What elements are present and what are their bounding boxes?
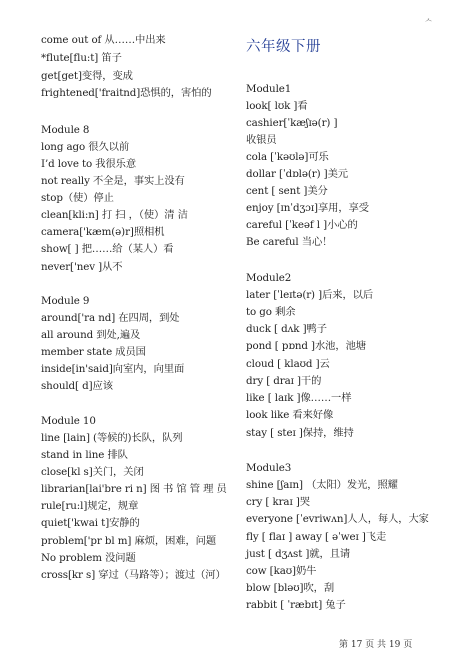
left-line: never['nev ]从不 <box>41 261 123 273</box>
right-line: shine [ʃaɪn] （太阳）发光，照耀 <box>246 479 398 491</box>
right-line: stay [ steɪ ]保持，维持 <box>246 427 354 439</box>
left-line: frightened['fraitnd]恐惧的，害怕的 <box>41 87 212 99</box>
left-line: inside[in'said]向室内，向里面 <box>41 363 185 375</box>
module-heading: Module3 <box>246 462 292 474</box>
left-line: problem['pr bl m] 麻烦，困难，问题 <box>41 535 217 547</box>
right-line: duck [ dʌk ]鸭子 <box>246 323 327 335</box>
left-line: No problem 没问题 <box>41 552 136 564</box>
corner-mark: ᄉ <box>424 19 433 29</box>
module-heading: Module 9 <box>41 295 90 307</box>
module-heading: Module2 <box>246 272 292 284</box>
left-line: close[kl s]关门，关闭 <box>41 466 144 478</box>
left-line: librarian[lai'bre ri n] 图 书 馆 管 理 员 <box>41 483 227 495</box>
left-line: line [lain] (等候的)长队，队列 <box>41 432 183 444</box>
page-footer: 第 17 页 共 19 页 <box>339 640 413 650</box>
right-line: 收银员 <box>246 134 277 146</box>
right-line: Be careful 当心！ <box>246 236 333 248</box>
right-line: rabbit [ ˈræbɪt] 兔子 <box>246 599 346 611</box>
right-line: cry [ kraɪ ]哭 <box>246 496 310 508</box>
left-line: show[ ] 把……给（某人）看 <box>41 243 174 255</box>
module-heading: Module1 <box>246 83 292 95</box>
right-line: fly [ flaɪ ] away [ əˈweɪ ]飞走 <box>246 531 387 543</box>
module-heading: Module 10 <box>41 415 96 427</box>
left-line: get[get]变得，变成 <box>41 70 133 82</box>
right-line: enjoy [ɪnˈdʒɔɪ]享用，享受 <box>246 202 369 214</box>
left-line: around['ra nd] 在四周，到处 <box>41 312 180 324</box>
left-line: member state 成员国 <box>41 346 146 358</box>
right-line: cola [ˈkəʊlə]可乐 <box>246 151 329 163</box>
module-heading: Module 8 <box>41 124 90 136</box>
left-line: not really 不全是，事实上没有 <box>41 175 185 187</box>
left-line: come out of 从……中出来 <box>41 34 166 46</box>
right-line: cashier[ˈkæʃɪə(r) ] <box>246 117 338 129</box>
right-line: like [ laɪk ]像……一样 <box>246 392 352 404</box>
left-line: long ago 很久以前 <box>41 141 130 153</box>
right-line: pond [ pɒnd ]水池，池塘 <box>246 340 366 352</box>
right-line: look like 看来好像 <box>246 409 334 421</box>
right-line: just [ dʒʌst ]就，且请 <box>246 548 351 560</box>
left-line: clean[kli:n] 打 扫 ，（使）清 洁 <box>41 209 188 221</box>
left-line: I’d love to 我很乐意 <box>41 158 137 170</box>
left-line: all around 到处,遍及 <box>41 329 141 341</box>
right-line: careful [ˈkeəf l ]小心的 <box>246 219 358 231</box>
right-line: to go 剩余 <box>246 306 296 318</box>
left-line: quiet['kwai t]安静的 <box>41 517 140 529</box>
left-line: cross[kr s] 穿过（马路等）；渡过（河） <box>41 569 226 581</box>
right-line: cow [kaʊ]奶牛 <box>246 565 317 577</box>
right-line: look[ lʊk ]看 <box>246 100 308 112</box>
right-line: dollar [ˈdɒlə(r) ]美元 <box>246 168 348 180</box>
left-line: *flute[flu:t] 笛子 <box>41 52 122 64</box>
grade-heading: 六年级下册 <box>246 39 321 55</box>
left-line: stop（使）停止 <box>41 192 114 204</box>
right-line: cloud [ klaʊd ]云 <box>246 358 330 370</box>
right-line: dry [ draɪ ]干的 <box>246 375 322 387</box>
right-line: cent [ sent ]美分 <box>246 185 328 197</box>
right-line: blow [bləʊ]吹，刮 <box>246 582 335 594</box>
right-line: everyone [ˈevriwʌn]人人，每人，大家 <box>246 513 429 525</box>
left-line: rule[ru:l]规定，规章 <box>41 500 139 512</box>
left-line: should[ d]应该 <box>41 380 113 392</box>
right-line: later [ˈleɪtə(r) ]后来，以后 <box>246 289 374 301</box>
left-line: camera['kæm(ə)r]照相机 <box>41 226 165 238</box>
left-line: stand in line 排队 <box>41 449 128 461</box>
